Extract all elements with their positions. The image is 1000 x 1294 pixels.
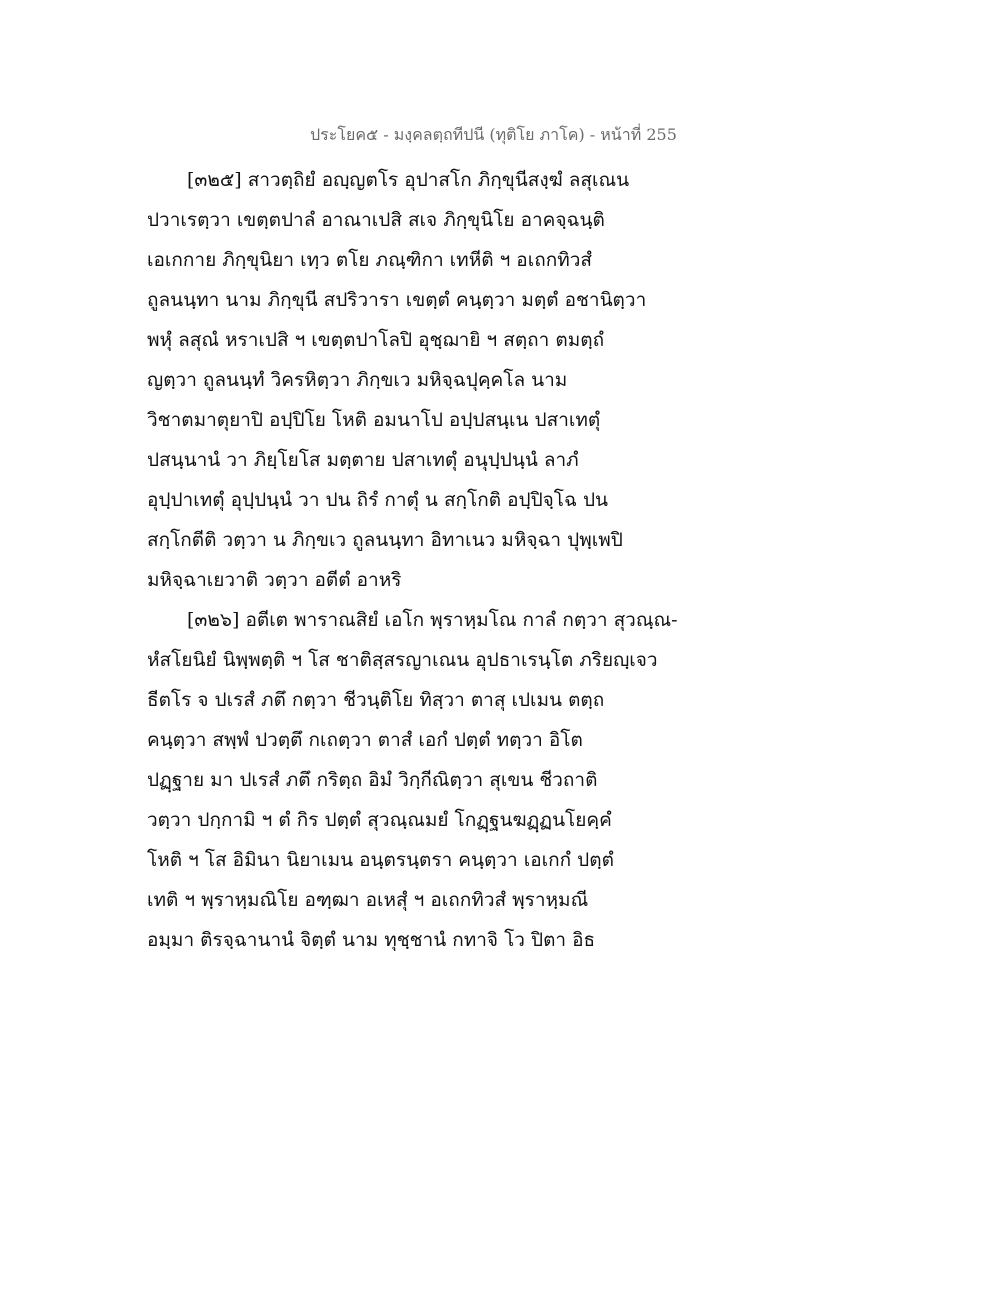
text-line: อุปฺปาเทตุํ อุปฺปนฺนํ วา ปน ถิรํ กาตุํ น สกฺโกติ อปฺปิจฺโฉ ปน <box>147 489 609 511</box>
text-line: ถูลนนฺทา นาม ภิกฺขุนี สปริวารา เขตฺตํ คนฺตฺวา มตฺตํ อชานิตฺวา <box>147 289 647 311</box>
text-line: ปวาเรตฺวา เขตฺตปาลํ อาณาเปสิ สเจ ภิกฺขุนิโย อาคจฺฉนฺติ <box>147 209 605 231</box>
text-line: ธีตโร จ ปเรสํ ภตึ กตฺวา ชีวนฺติโย ทิสฺวา ตาสุ เปเมน ตตฺถ <box>147 689 605 711</box>
text-line: มหิจฺฉาเยวาติ วตฺวา อตีตํ อาหริ <box>147 569 402 591</box>
text-line: อมฺมา ติรจฺฉานานํ จิตฺตํ นาม ทุชฺชานํ กทาจิ โว ปิตา อิธ <box>147 929 596 951</box>
text-line: โหติ ฯ โส อิมินา นิยาเมน อนฺตรนฺตรา คนฺตฺวา เอเกกํ ปตฺตํ <box>147 849 614 871</box>
text-line: พหุํ ลสุณํ หราเปสิ ฯ เขตฺตปาโลปิ อุชฺฌายิ ฯ สตฺถา ตมตฺถํ <box>147 329 605 351</box>
text-line: หํสโยนิยํ นิพฺพตฺติ ฯ โส ชาติสฺสรญาเณน อุปธาเรนฺโต ภริยญฺเจว <box>147 649 658 671</box>
paragraph-325 <box>147 160 707 600</box>
text-line: ปสนฺนานํ วา ภิยฺโยโส มตฺตาย ปสาเทตุํ อนุปฺปนฺนํ ลาภํ <box>147 449 579 471</box>
text-line: ญตฺวา ถูลนนฺทํ วิครหิตฺวา ภิกฺขเว มหิจฺฉปุคฺคโล นาม <box>147 369 568 391</box>
body-text <box>147 160 707 960</box>
text-line: วตฺวา ปกฺกามิ ฯ ตํ กิร ปตฺตํ สุวณฺณมยํ โกฏฺฐนฆฏฺฏนโยคฺคํ <box>147 809 612 831</box>
text-line: [๓๒๖] อตีเต พาราณสิยํ เอโก พฺราหฺมโณ กาลํ กตฺวา สุวณฺณ- <box>187 609 678 631</box>
text-line: คนฺตฺวา สพฺพํ ปวตฺตึ กเถตฺวา ตาสํ เอกํ ปตฺตํ ทตฺวา อิโต <box>147 729 583 751</box>
paragraph-326 <box>147 600 707 960</box>
text-line: เอเกกาย ภิกฺขุนิยา เทฺว ตโย ภณฺฑิกา เทหีติ ฯ อเถกทิวสํ <box>147 249 593 271</box>
text-line: [๓๒๕] สาวตฺถิยํ อญฺญตโร อุปาสโก ภิกฺขุนีสงฺฆํ ลสุเณน <box>187 169 630 191</box>
text-line: เทติ ฯ พฺราหฺมณิโย อฑฺฒา อเหสุํ ฯ อเถกทิวสํ พฺราหฺมณี <box>147 889 589 911</box>
running-header: ประโยค๕ - มงฺคลตฺถทีปนี (ทุติโย ภาโค) - หน้าที่ 255 <box>310 125 677 144</box>
text-line: ปฏฺฐาย มา ปเรสํ ภตึ กริตฺถ อิมํ วิกฺกีณิตฺวา สุเขน ชีวถาติ <box>147 769 598 791</box>
text-line: สกฺโกตีติ วตฺวา น ภิกฺขเว ถูลนนฺทา อิทาเนว มหิจฺฉา ปุพฺเพปิ <box>147 529 623 551</box>
text-line: วิชาตมาตุยาปิ อปฺปิโย โหติ อมนาโป อปฺปสนฺเน ปสาเทตุํ <box>147 409 601 431</box>
